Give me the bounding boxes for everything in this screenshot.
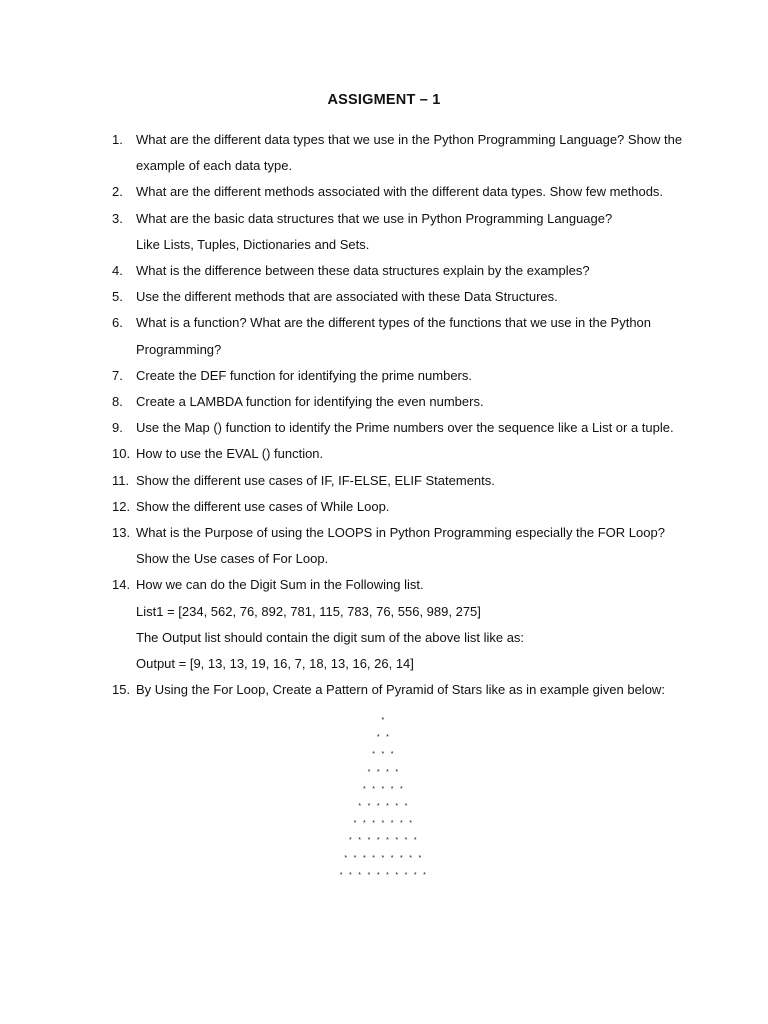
pyramid-row: * * xyxy=(376,734,392,742)
question-text xyxy=(136,677,692,703)
question-text xyxy=(136,258,692,284)
question-line: Show the Use cases of For Loop. xyxy=(136,551,329,567)
question-line: How we can do the Digit Sum in the Following list. xyxy=(136,577,424,593)
question-item xyxy=(112,179,692,205)
question-line: The Output list should contain the digit sum of the above list like as: xyxy=(136,629,525,645)
question-number: 4. xyxy=(112,263,123,279)
pyramid-row: * * * * * * * * xyxy=(349,837,419,845)
pyramid-row: * * * * * * xyxy=(358,802,410,810)
question-text xyxy=(136,363,692,389)
question-number: 3. xyxy=(112,210,123,226)
question-line: Create the DEF function for identifying the prime numbers. xyxy=(136,367,472,383)
question-number: 11. xyxy=(112,472,130,488)
question-line: example of each data type. xyxy=(136,158,293,174)
question-line: Programming? xyxy=(136,341,222,357)
question-line: Create a LAMBDA function for identifying the even numbers. xyxy=(136,394,484,410)
question-item xyxy=(112,310,692,362)
question-number: 6. xyxy=(112,315,123,331)
question-text xyxy=(136,441,692,467)
question-text xyxy=(136,389,692,415)
question-text xyxy=(136,127,692,179)
question-item xyxy=(112,677,692,703)
question-item xyxy=(112,127,692,179)
question-line: What is the Purpose of using the LOOPS in Python Programming especially the FOR Loop? xyxy=(136,525,665,541)
question-line: Like Lists, Tuples, Dictionaries and Sets. xyxy=(136,236,370,252)
question-number: 15. xyxy=(112,682,131,698)
question-text xyxy=(136,572,692,677)
question-item xyxy=(112,520,692,572)
question-text xyxy=(136,310,692,362)
question-item xyxy=(112,572,692,677)
question-number: 9. xyxy=(112,420,123,436)
question-item xyxy=(112,206,692,258)
pyramid-row: * * * * * * * * * * xyxy=(339,871,429,879)
question-line: By Using the For Loop, Create a Pattern of Pyramid of Stars like as in example given below: xyxy=(136,682,665,698)
question-item xyxy=(112,441,692,467)
question-number: 12. xyxy=(112,498,131,514)
question-number: 7. xyxy=(112,367,123,383)
question-text xyxy=(136,468,692,494)
question-line: Show the different use cases of While Loop. xyxy=(136,498,390,514)
question-number: 10. xyxy=(112,446,131,462)
pyramid-row: * * * * xyxy=(367,768,401,776)
question-text xyxy=(136,179,692,205)
question-number: 5. xyxy=(112,289,123,305)
question-list xyxy=(112,127,692,703)
question-line: What is the difference between these data structures explain by the examples? xyxy=(136,263,590,279)
question-line: Use the Map () function to identify the Prime numbers over the sequence like a List or a tuple. xyxy=(136,420,674,436)
question-number: 8. xyxy=(112,394,123,410)
pyramid-row: * * * * * * * xyxy=(353,820,415,828)
question-line: What are the different methods associated with the different data types. Show few methods. xyxy=(136,184,664,200)
question-text xyxy=(136,415,692,441)
question-text xyxy=(136,520,692,572)
question-item xyxy=(112,415,692,441)
pyramid-row: * * * * * xyxy=(362,785,406,793)
question-number: 13. xyxy=(112,525,131,541)
question-item xyxy=(112,389,692,415)
question-text xyxy=(136,206,692,258)
question-item xyxy=(112,468,692,494)
pyramid-row: * * * xyxy=(372,751,396,759)
question-line: List1 = [234, 562, 76, 892, 781, 115, 783, 76, 556, 989, 275] xyxy=(136,603,481,619)
question-line: What are the basic data structures that we use in Python Programming Language? xyxy=(136,210,613,226)
question-number: 1. xyxy=(112,132,123,147)
question-number: 14. xyxy=(112,577,131,593)
question-item xyxy=(112,363,692,389)
question-line: How to use the EVAL () function. xyxy=(136,446,324,462)
question-text xyxy=(136,494,692,520)
page-title: ASSIGMENT – 1 xyxy=(327,92,441,108)
pyramid-row: * xyxy=(381,717,387,724)
question-item xyxy=(112,258,692,284)
question-line: Use the different methods that are associated with these Data Structures. xyxy=(136,289,558,305)
question-text xyxy=(136,284,692,310)
star-pyramid xyxy=(0,712,768,884)
question-line: Show the different use cases of IF, IF-ELSE, ELIF Statements. xyxy=(136,472,495,488)
question-item xyxy=(112,494,692,520)
question-line: Output = [9, 13, 13, 19, 16, 7, 18, 13, 16, 26, 14] xyxy=(136,656,414,672)
question-number: 2. xyxy=(112,184,123,200)
question-item xyxy=(112,284,692,310)
question-line: What is a function? What are the different types of the functions that we use in the Python xyxy=(136,315,652,331)
question-line: What are the different data types that we use in the Python Programming Language? Show the xyxy=(136,132,683,147)
pyramid-row: * * * * * * * * * xyxy=(344,854,424,862)
